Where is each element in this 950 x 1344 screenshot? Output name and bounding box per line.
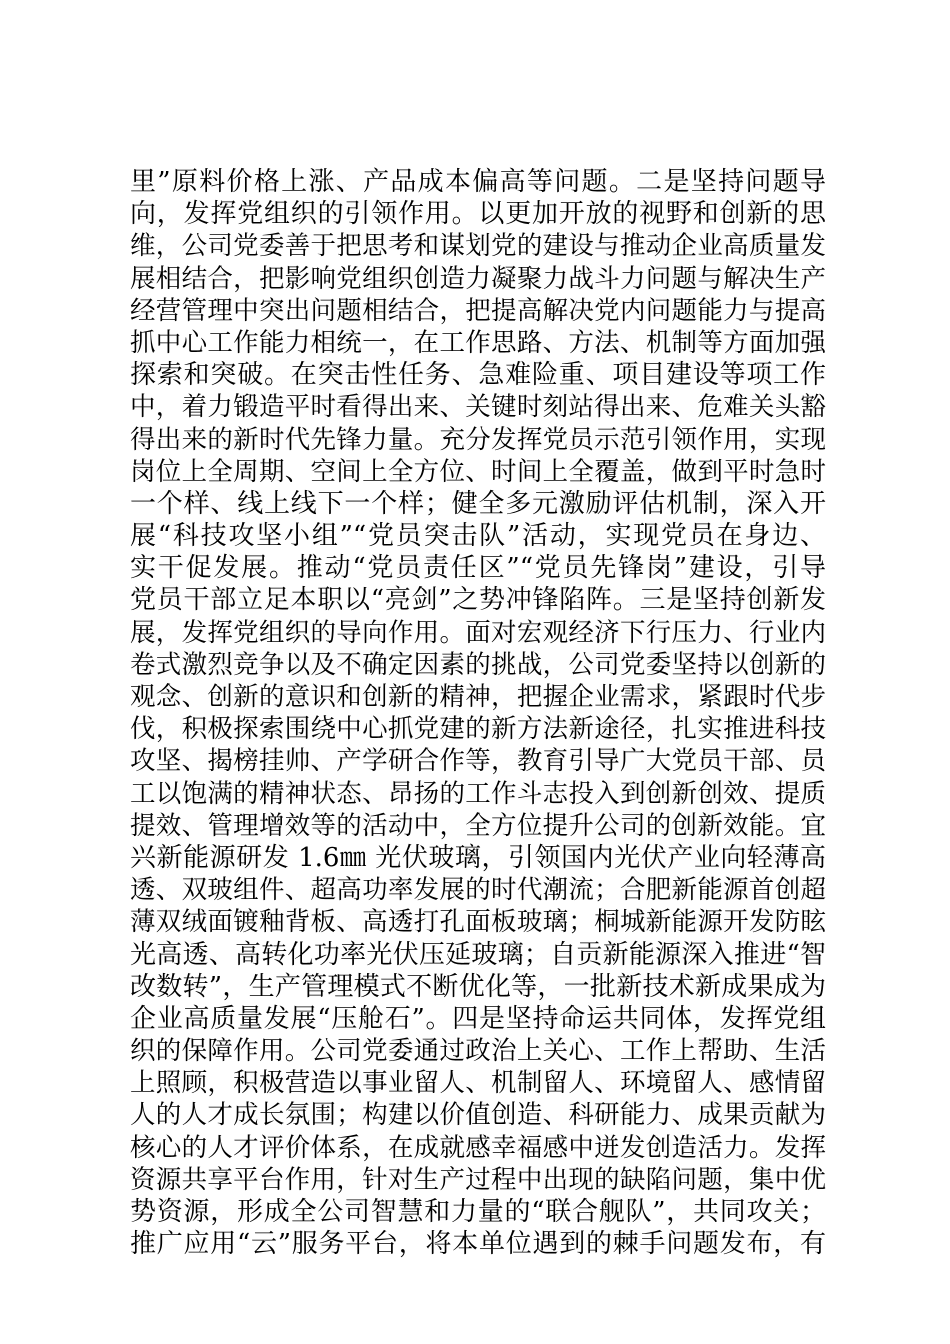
text-line: 改数转”，生产管理模式不断优化等，一批新技术新成果成为 — [130, 971, 826, 1002]
text-line: 势资源，形成全公司智慧和力量的“联合舰队”，共同攻关； — [130, 1197, 826, 1227]
text-line: 岗位上全周期、空间上全方位、时间上全覆盖，做到平时急时 — [130, 456, 826, 487]
text-line: 光高透、高转化功率光伏压延玻璃；自贡新能源深入推进“智 — [130, 939, 826, 970]
text-line: 经营管理中突出问题相结合，把提高解决党内问题能力与提高 — [130, 295, 826, 326]
text-line: 党员干部立足本职以“亮剑”之势冲锋陷阵。三是坚持创新发 — [130, 585, 826, 616]
text-line: 透、双玻组件、超高功率发展的时代潮流；合肥新能源首创超 — [130, 875, 826, 906]
text-line: 工以饱满的精神状态、昂扬的工作斗志投入到创新创效、提质 — [130, 778, 826, 809]
text-line: 得出来的新时代先锋力量。充分发挥党员示范引领作用，实现 — [130, 424, 826, 455]
text-line: 核心的人才评价体系，在成就感幸福感中迸发创造活力。发挥 — [130, 1132, 826, 1163]
text-line: 企业高质量发展“压舱石”。四是坚持命运共同体，发挥党组 — [130, 1003, 826, 1034]
text-line: 展相结合，把影响党组织创造力凝聚力战斗力问题与解决生产 — [130, 263, 826, 294]
text-line: 推广应用“云”服务平台，将本单位遇到的棘手问题发布，有 — [130, 1229, 826, 1260]
text-line: 探索和突破。在突击性任务、急难险重、项目建设等项工作 — [130, 360, 826, 391]
text-line: 人的人才成长氛围；构建以价值创造、科研能力、成果贡献为 — [130, 1100, 826, 1131]
text-line: 资源共享平台作用，针对生产过程中出现的缺陷问题，集中优 — [130, 1164, 826, 1195]
text-line: 卷式激烈竞争以及不确定因素的挑战，公司党委坚持以创新的 — [130, 649, 826, 680]
text-line: 里”原料价格上涨、产品成本偏高等问题。二是坚持问题导 — [130, 167, 826, 197]
text-line: 提效、管理增效等的活动中，全方位提升公司的创新效能。宜 — [130, 810, 826, 841]
text-line: 观念、创新的意识和创新的精神，把握企业需求，紧跟时代步 — [130, 682, 826, 712]
text-line: 实干促发展。推动“党员责任区”“党员先锋岗”建设，引导 — [130, 553, 826, 584]
text-line: 向，发挥党组织的引领作用。以更加开放的视野和创新的思 — [130, 199, 826, 230]
text-line: 织的保障作用。公司党委通过政治上关心、工作上帮助、生活 — [130, 1036, 826, 1067]
body-text — [130, 166, 826, 1260]
text-line: 伐，积极探索围绕中心抓党建的新方法新途径，扎实推进科技 — [130, 714, 826, 745]
text-line: 攻坚、揭榜挂帅、产学研合作等，教育引导广大党员干部、员 — [130, 746, 826, 777]
text-line: 一个样、线上线下一个样；健全多元激励评估机制，深入开 — [130, 488, 826, 519]
text-line: 抓中心工作能力相统一，在工作思路、方法、机制等方面加强 — [130, 327, 826, 358]
text-line: 兴新能源研发 1.6㎜ 光伏玻璃，引领国内光伏产业向轻薄高 — [130, 842, 826, 873]
text-line: 展“科技攻坚小组”“党员突击队”活动，实现党员在身边、 — [130, 521, 826, 552]
text-line: 维，公司党委善于把思考和谋划党的建设与推动企业高质量发 — [130, 231, 826, 262]
text-line: 上照顾，积极营造以事业留人、机制留人、环境留人、感情留 — [130, 1068, 826, 1099]
text-line: 展，发挥党组织的导向作用。面对宏观经济下行压力、行业内 — [130, 617, 826, 648]
text-line: 薄双绒面镀釉背板、高透打孔面板玻璃；桐城新能源开发防眩 — [130, 907, 826, 938]
text-line: 中，着力锻造平时看得出来、关键时刻站得出来、危难关头豁 — [130, 392, 826, 423]
